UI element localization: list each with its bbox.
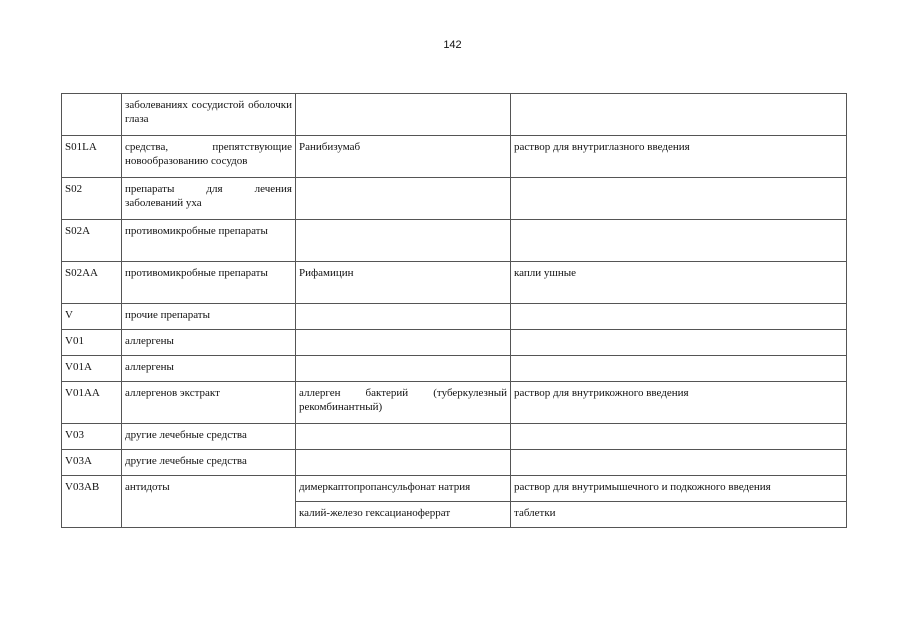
atc-code-cell: S02: [62, 178, 122, 220]
drug-name-cell: [296, 356, 511, 382]
drug-name-cell: [296, 220, 511, 262]
dosage-form-cell: раствор для внутриглазного введения: [511, 136, 847, 178]
dosage-form-cell: [511, 450, 847, 476]
drug-name-cell: [296, 330, 511, 356]
drug-name-cell: Ранибизумаб: [296, 136, 511, 178]
table-row: [62, 220, 847, 262]
dosage-form-cell: раствор для внутримышечного и подкожного введения: [511, 476, 847, 502]
drug-name-cell: [296, 304, 511, 330]
drug-name-cell: Рифамицин: [296, 262, 511, 304]
group-name-cell: противомикробные препараты: [122, 262, 296, 304]
dosage-form-cell: [511, 94, 847, 136]
atc-code-cell: S01LA: [62, 136, 122, 178]
group-name-cell: аллергены: [122, 356, 296, 382]
group-name-cell: другие лечебные средства: [122, 450, 296, 476]
drug-name-cell: димеркаптопропансульфонат натрия: [296, 476, 511, 502]
dosage-form-cell: таблетки: [511, 502, 847, 528]
group-name-cell: аллергены: [122, 330, 296, 356]
table-row: [62, 178, 847, 220]
drug-name-cell: [296, 450, 511, 476]
table-row: [62, 476, 847, 502]
dosage-form-cell: [511, 220, 847, 262]
table-row: [62, 304, 847, 330]
atc-code-cell: V03: [62, 424, 122, 450]
page-number: 142: [443, 39, 462, 51]
atc-code-cell: V03A: [62, 450, 122, 476]
table-row: [62, 450, 847, 476]
table-row: [62, 382, 847, 424]
table-row: [62, 424, 847, 450]
table-row: [62, 356, 847, 382]
dosage-form-cell: раствор для внутрикожного введения: [511, 382, 847, 424]
dosage-form-cell: [511, 356, 847, 382]
atc-code-cell: S02AA: [62, 262, 122, 304]
atc-code-cell: V01A: [62, 356, 122, 382]
drug-classification-table: [61, 93, 847, 528]
group-name-cell: аллергенов экстракт: [122, 382, 296, 424]
atc-code-cell: S02A: [62, 220, 122, 262]
drug-name-cell: [296, 94, 511, 136]
atc-code-cell: V: [62, 304, 122, 330]
table-row: [62, 262, 847, 304]
group-name-cell: другие лечебные средства: [122, 424, 296, 450]
dosage-form-cell: [511, 178, 847, 220]
atc-code-cell: V01: [62, 330, 122, 356]
drug-name-cell: [296, 424, 511, 450]
group-name-cell: антидоты: [122, 476, 296, 528]
group-name-cell: противомикробные препараты: [122, 220, 296, 262]
atc-code-cell: [62, 94, 122, 136]
group-name-cell: средства, препятствующие новообразованию сосудов: [122, 136, 296, 178]
group-name-cell: препараты для лечения заболеваний уха: [122, 178, 296, 220]
atc-code-cell: V01AA: [62, 382, 122, 424]
dosage-form-cell: капли ушные: [511, 262, 847, 304]
drug-name-cell: аллерген бактерий (туберкулезный рекомбинантный): [296, 382, 511, 424]
atc-code-cell: V03AB: [62, 476, 122, 528]
dosage-form-cell: [511, 424, 847, 450]
drug-name-cell: калий-железо гексацианоферрат: [296, 502, 511, 528]
table-row: [62, 94, 847, 136]
table-row: [62, 330, 847, 356]
group-name-cell: заболеваниях сосудистой оболочки глаза: [122, 94, 296, 136]
dosage-form-cell: [511, 330, 847, 356]
dosage-form-cell: [511, 304, 847, 330]
table-row: [62, 136, 847, 178]
drug-name-cell: [296, 178, 511, 220]
group-name-cell: прочие препараты: [122, 304, 296, 330]
